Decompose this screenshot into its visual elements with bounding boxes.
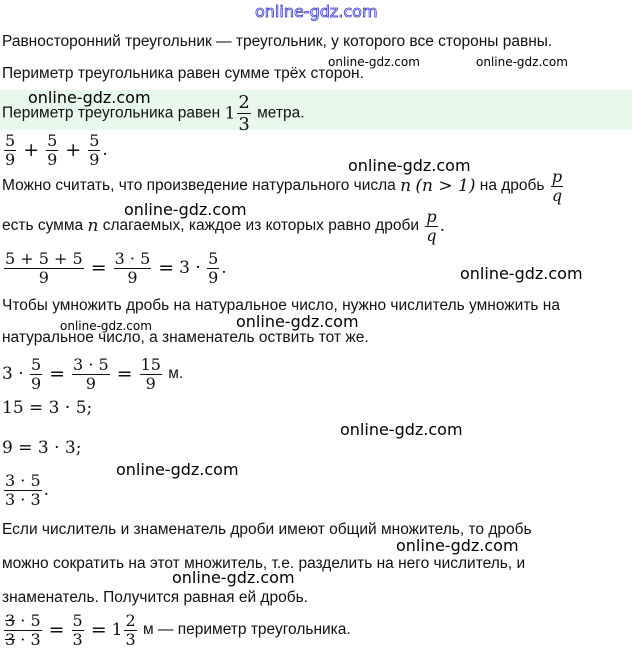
watermark: online-gdz.com	[340, 420, 463, 439]
text-line: натуральное число, а знаменатель оствить тот же.	[2, 329, 369, 346]
fraction-reduced: $\frac{3 \cdot 5}{3 \cdot 3}$	[5, 610, 41, 649]
fraction: $\frac{3 \cdot 5}{9}$	[73, 354, 109, 393]
text-line: можно сократить на этот множитель, т.е. разделить на него числитель, и	[2, 555, 526, 572]
equation-9: 9 = 3 · 3;	[2, 438, 82, 458]
watermark: online-gdz.com	[60, 319, 152, 333]
fraction: $\frac{15}{9}$	[140, 354, 161, 393]
watermark: online-gdz.com	[328, 55, 420, 69]
equation-15: 15 = 3 · 5;	[2, 398, 93, 418]
fraction: $\frac{5}{3}$	[72, 610, 83, 649]
watermark: online-gdz.com	[460, 264, 583, 283]
fraction: $\frac{2}{3}$	[125, 610, 136, 649]
definition-text: Равносторонний треугольник — треугольник, у которого все стороны равны.	[2, 33, 553, 50]
watermark: online-gdz.com	[476, 55, 568, 69]
text-line: Если числитель и знаменатель дроби имеют общий множитель, то дробь	[2, 521, 532, 538]
text-line: Чтобы умножить дробь на натуральное число, нужно числитель умножить на	[2, 297, 560, 314]
watermark: online-gdz.com	[28, 88, 151, 107]
watermark: online-gdz.com	[124, 200, 247, 219]
watermark: online-gdz.com	[348, 156, 471, 175]
watermark-top: online-gdz.com	[255, 2, 378, 21]
fraction: $\frac{5 + 5 + 5}{9}$	[5, 248, 83, 287]
watermark: online-gdz.com	[116, 460, 239, 479]
fraction: $\frac{5}{9}$	[89, 130, 100, 169]
fraction: $\frac{5}{9}$	[5, 130, 16, 169]
text-line: знаменатель. Получится равная ей дробь.	[2, 589, 308, 606]
mixed-whole: 1	[224, 103, 236, 124]
text-line: Можно считать, что произведение натурального числа n (n > 1) на дробь $\frac{p}{q}$	[2, 166, 563, 205]
fraction: $\frac{2}{3}$	[238, 92, 250, 135]
text-line	[2, 64, 364, 84]
perimeter-rule-text: Периметр треугольника равен сумме трёх сторон.	[2, 65, 364, 82]
sum-expression: $\frac{5}{9}$ + $\frac{5}{9}$ + $\frac{5}{9}$ .	[5, 130, 108, 169]
watermark: online-gdz.com	[172, 568, 295, 587]
watermark: online-gdz.com	[236, 312, 359, 331]
watermark: online-gdz.com	[396, 536, 519, 555]
final-answer: $\frac{3 \cdot 5}{3 \cdot 3}$ = $\frac{5}{3}$ = 1 $\frac{2}{3}$ м — периметр треугольника.	[5, 610, 351, 649]
equation-sum: $\frac{5 + 5 + 5}{9}$ = $\frac{3 \cdot 5}{9}$ = 3 · $\frac{5}{9}$ .	[5, 248, 227, 287]
given-text: Периметр треугольника равен	[2, 104, 221, 122]
fraction: $\frac{5}{9}$	[47, 130, 58, 169]
fraction-p-q: $\frac{p}{q}$	[551, 166, 563, 205]
fraction: $\frac{5}{9}$	[30, 354, 42, 393]
fraction-factored: $\frac{3 \cdot 5}{3 \cdot 3}$ .	[5, 470, 50, 509]
fraction: $\frac{3 \cdot 5}{3 \cdot 3}$	[5, 470, 41, 509]
text-line: есть сумма n слагаемых, каждое из которых равно дроби $\frac{p}{q}$ .	[2, 206, 445, 245]
text-line	[2, 32, 552, 52]
fraction: $\frac{5}{9}$	[208, 248, 219, 287]
fraction-p-q: $\frac{p}{q}$	[426, 206, 437, 245]
given-unit: метра.	[257, 104, 305, 122]
fraction: $\frac{3 \cdot 5}{9}$	[114, 248, 151, 287]
equation-product: 3 · $\frac{5}{9}$ = $\frac{3 \cdot 5}{9}$ = $\frac{15}{9}$ м.	[2, 354, 184, 393]
